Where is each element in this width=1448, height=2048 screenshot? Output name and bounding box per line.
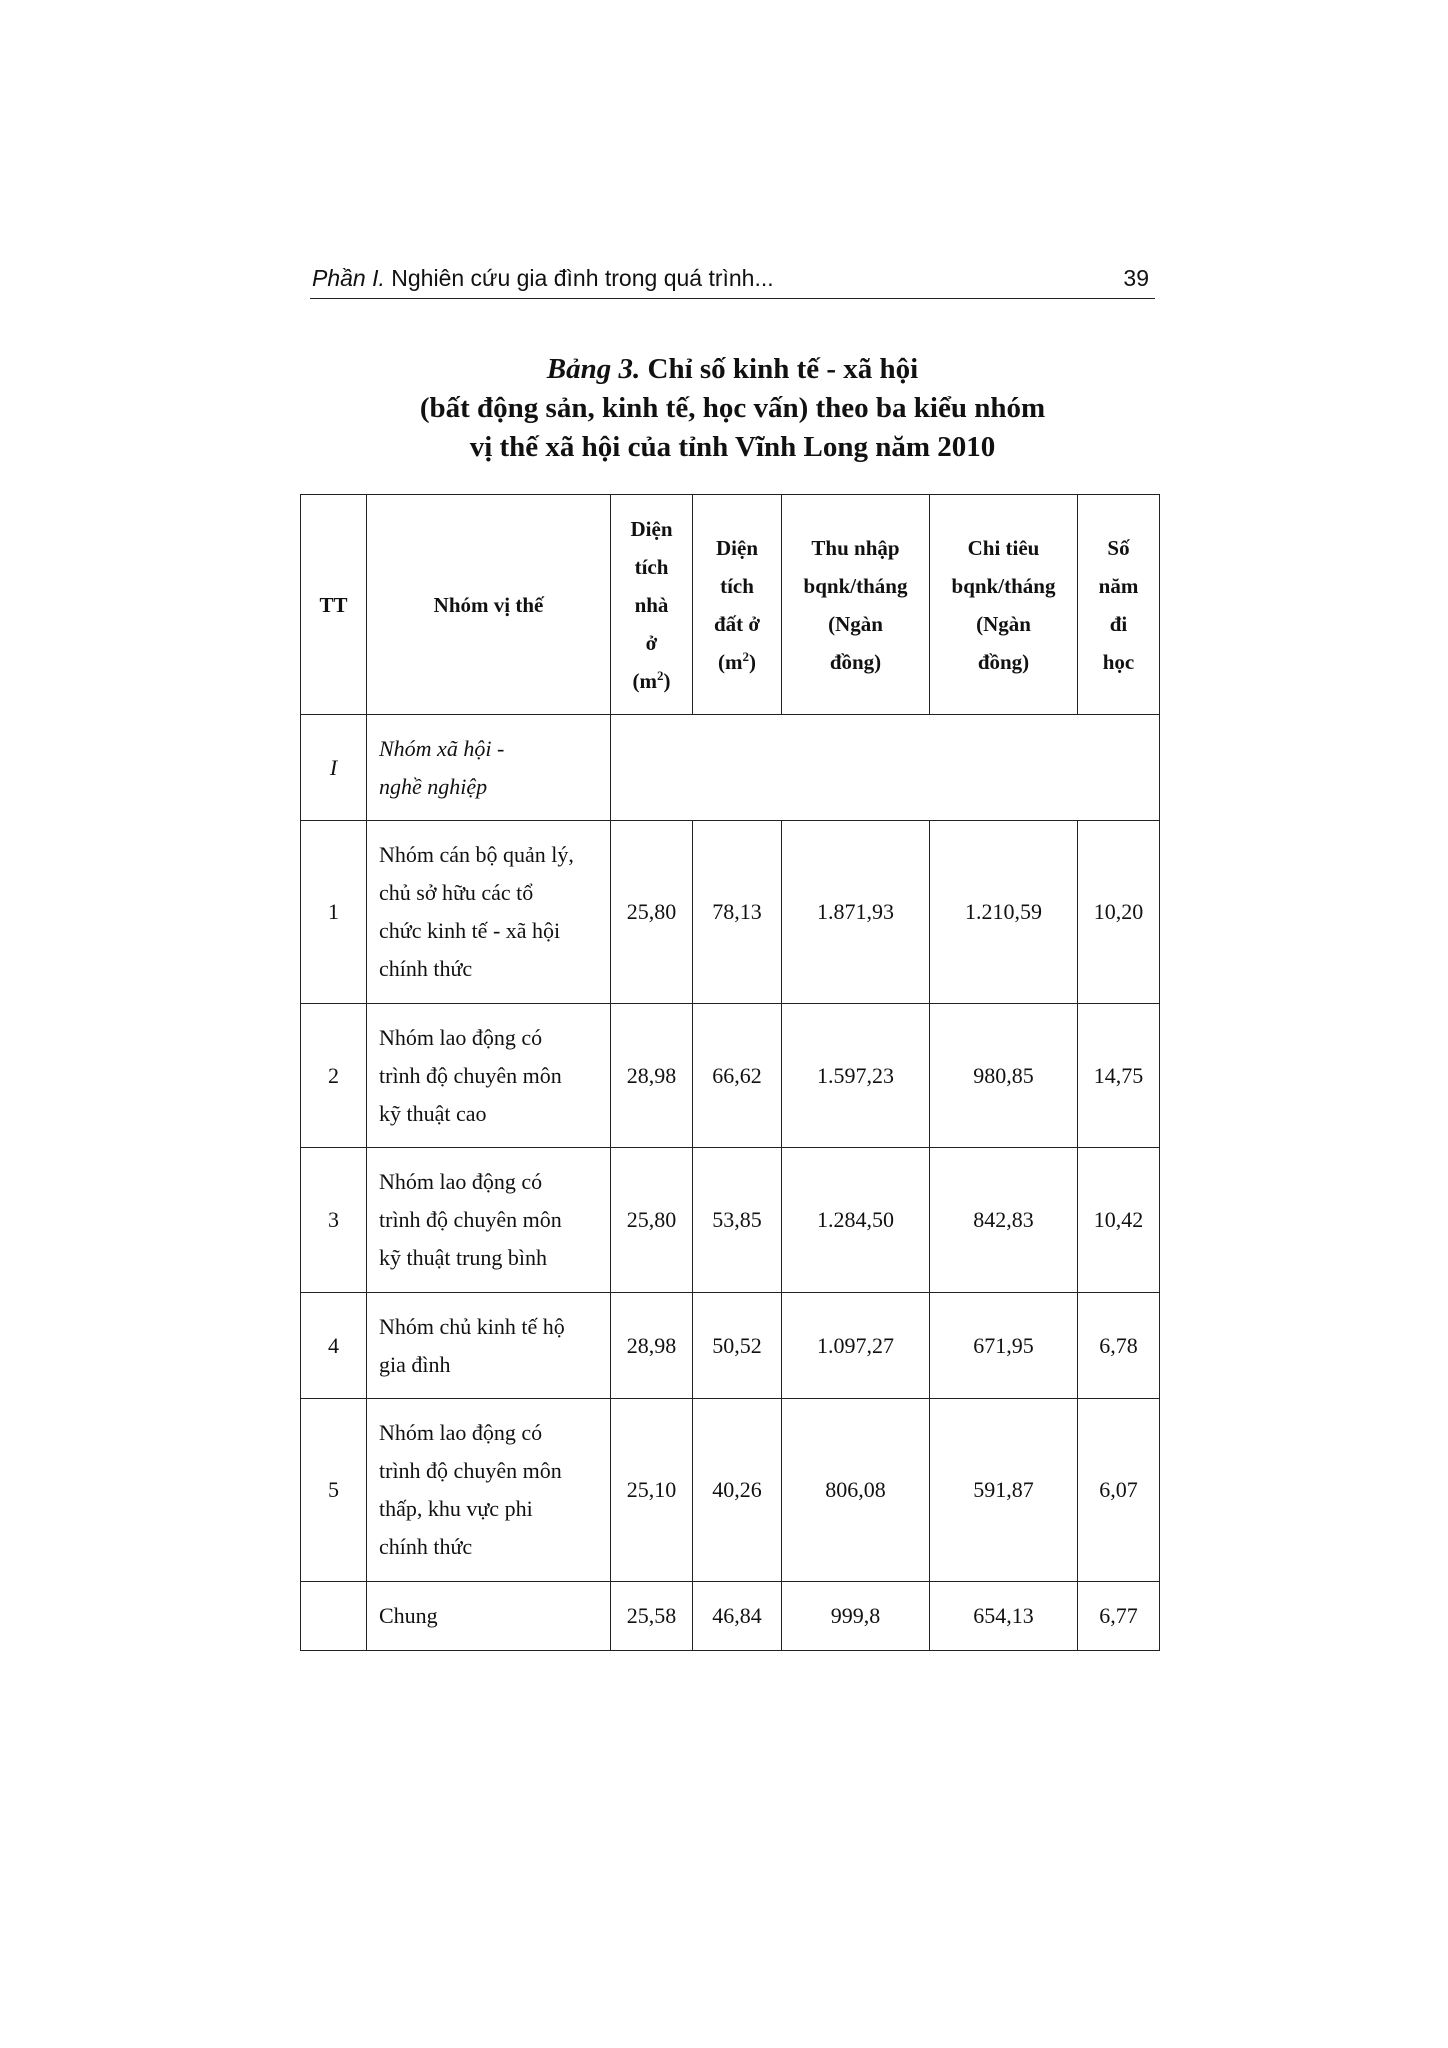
table-row: 1 Nhóm cán bộ quản lý, chủ sở hữu các tổ chức kinh tế - xã hội chính thức 25,80 78,13 1.871,93 1.210,59 10,20 [301,821,1160,1004]
table-row: 5 Nhóm lao động có trình độ chuyên môn thấp, khu vực phi chính thức 25,10 40,26 806,08 591,87 6,07 [301,1399,1160,1582]
section-label: Nhóm xã hội - nghề nghiệp [367,715,611,821]
col-header-tt: TT [301,495,367,715]
total-row: Chung 25,58 46,84 999,8 654,13 6,77 [301,1582,1160,1651]
title-line-1: Chỉ số kinh tế - xã hội [647,353,919,385]
col-header-land-area: Diện tích đất ở $(m^2)$ [693,495,782,715]
part-label: Phần I. [312,265,385,291]
title-line-3: vị thế xã hội của tỉnh Vĩnh Long năm 2010 [469,431,996,463]
running-title [312,265,774,292]
data-table [300,494,1160,1651]
table-row: 3 Nhóm lao động có trình độ chuyên môn kỹ thuật trung bình 25,80 53,85 1.284,50 842,83 10,42 [301,1148,1160,1293]
section-row [301,715,1160,821]
section-empty-cell [611,715,1160,821]
page-number: 39 [1123,265,1149,291]
col-header-income: Thu nhập bqnk/tháng (Ngàn đồng) [782,495,930,715]
header-row [301,495,1160,715]
running-header [310,258,1155,299]
table-label: Bảng 3. [546,353,641,385]
col-header-schooling: Số năm đi học [1078,495,1160,715]
title-line-2: (bất động sản, kinh tế, học vấn) theo ba kiểu nhóm [419,392,1046,424]
col-header-group: Nhóm vị thế [367,495,611,715]
running-title-text: Nghiên cứu gia đình trong quá trình... [391,265,774,291]
section-number: I [301,715,367,821]
col-header-expense: Chi tiêu bqnk/tháng (Ngàn đồng) [930,495,1078,715]
col-header-house-area: Diện tích nhà ở $(m^2)$ [611,495,693,715]
table-title [300,350,1165,467]
table-row: 2 Nhóm lao động có trình độ chuyên môn kỹ thuật cao 28,98 66,62 1.597,23 980,85 14,75 [301,1004,1160,1148]
table-row: 4 Nhóm chủ kinh tế hộ gia đình 28,98 50,52 1.097,27 671,95 6,78 [301,1293,1160,1399]
